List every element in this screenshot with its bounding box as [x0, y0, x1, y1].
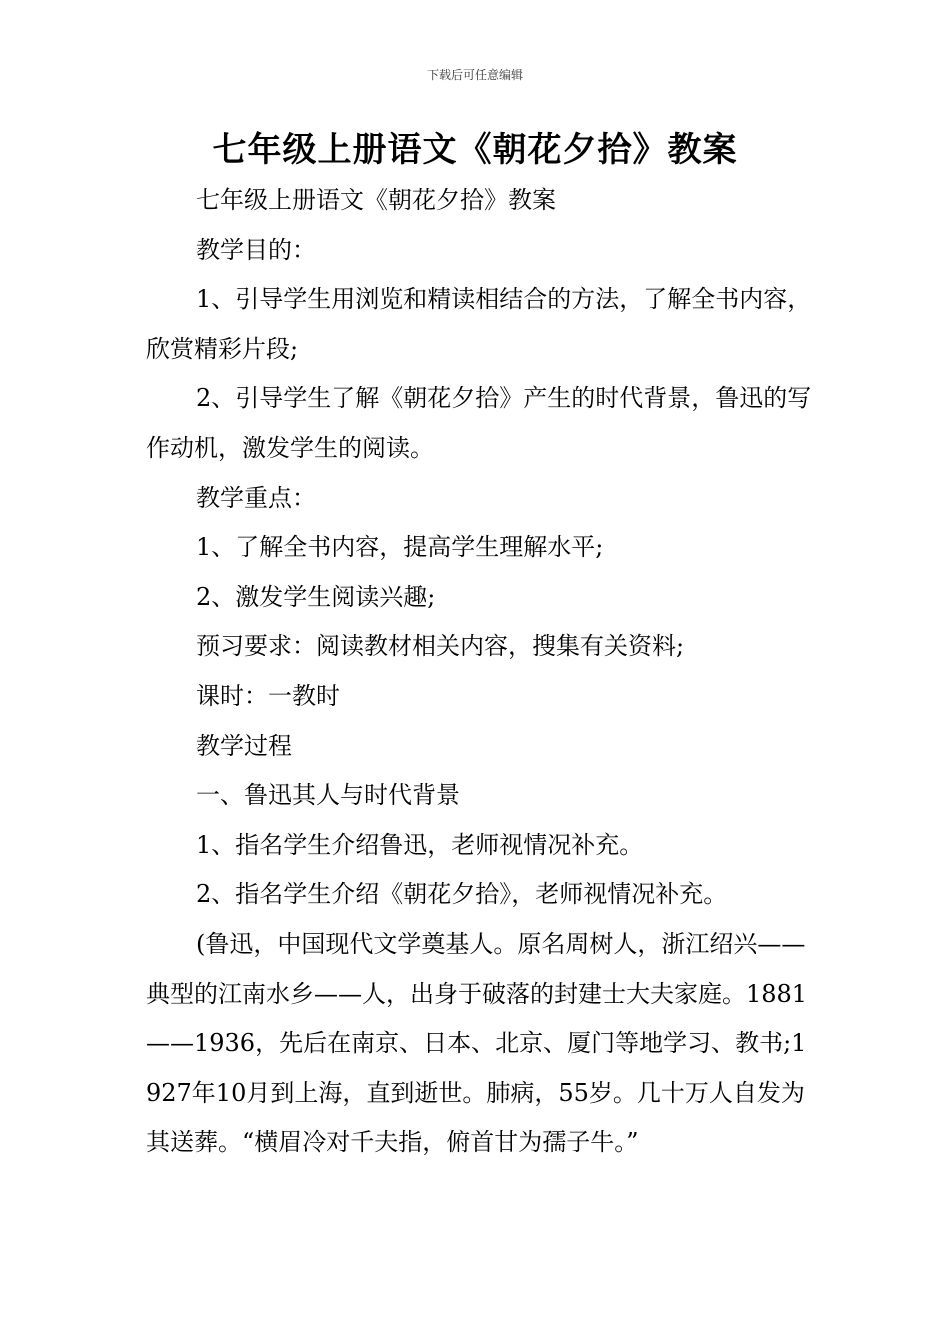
document-body: [146, 176, 818, 1168]
paragraph-teaching-goals-heading: 教学目的：: [196, 235, 316, 264]
paragraph-step-1: 1、指名学生介绍鲁迅，老师视情况补充。: [196, 830, 644, 859]
document-title: 七年级上册语文《朝花夕拾》教案: [212, 130, 738, 170]
header-note: 下载后可任意编辑: [426, 68, 523, 82]
paragraph-key-points-heading: 教学重点：: [196, 483, 316, 512]
paragraph-teaching-process-heading: 教学过程: [196, 731, 292, 760]
paragraph-subtitle: 七年级上册语文《朝花夕拾》教案: [196, 186, 556, 214]
paragraph-lu-xun-bio: (鲁迅，中国现代文学奠基人。原名周树人，浙江绍兴——典型的江南水乡——人，出身于破落的封建士大夫家庭。1881——1936，先后在南京、日本、北京、厦门等地学习、教书;1927年10月到上海，直到逝世。肺病，55岁。几十万人自发为其送葬。“横眉冷对千夫指，俯首甘为孺子牛。”: [146, 929, 808, 1157]
paragraph-goal-1: 1、引导学生用浏览和精读相结合的方法，了解全书内容，欣赏精彩片段;: [146, 285, 812, 363]
paragraph-preview-requirements: 预习要求：阅读教材相关内容，搜集有关资料;: [196, 632, 685, 661]
paragraph-class-hours: 课时：一教时: [196, 681, 340, 710]
paragraph-key-point-2: 2、激发学生阅读兴趣;: [196, 582, 436, 611]
paragraph-key-point-1: 1、了解全书内容，提高学生理解水平;: [196, 533, 604, 562]
paragraph-section-1-heading: 一、鲁迅其人与时代背景: [196, 781, 460, 810]
paragraph-step-2: 2、指名学生介绍《朝花夕拾》，老师视情况补充。: [196, 880, 728, 909]
paragraph-goal-2: 2、引导学生了解《朝花夕拾》产生的时代背景，鲁迅的写作动机，激发学生的阅读。: [146, 384, 812, 462]
